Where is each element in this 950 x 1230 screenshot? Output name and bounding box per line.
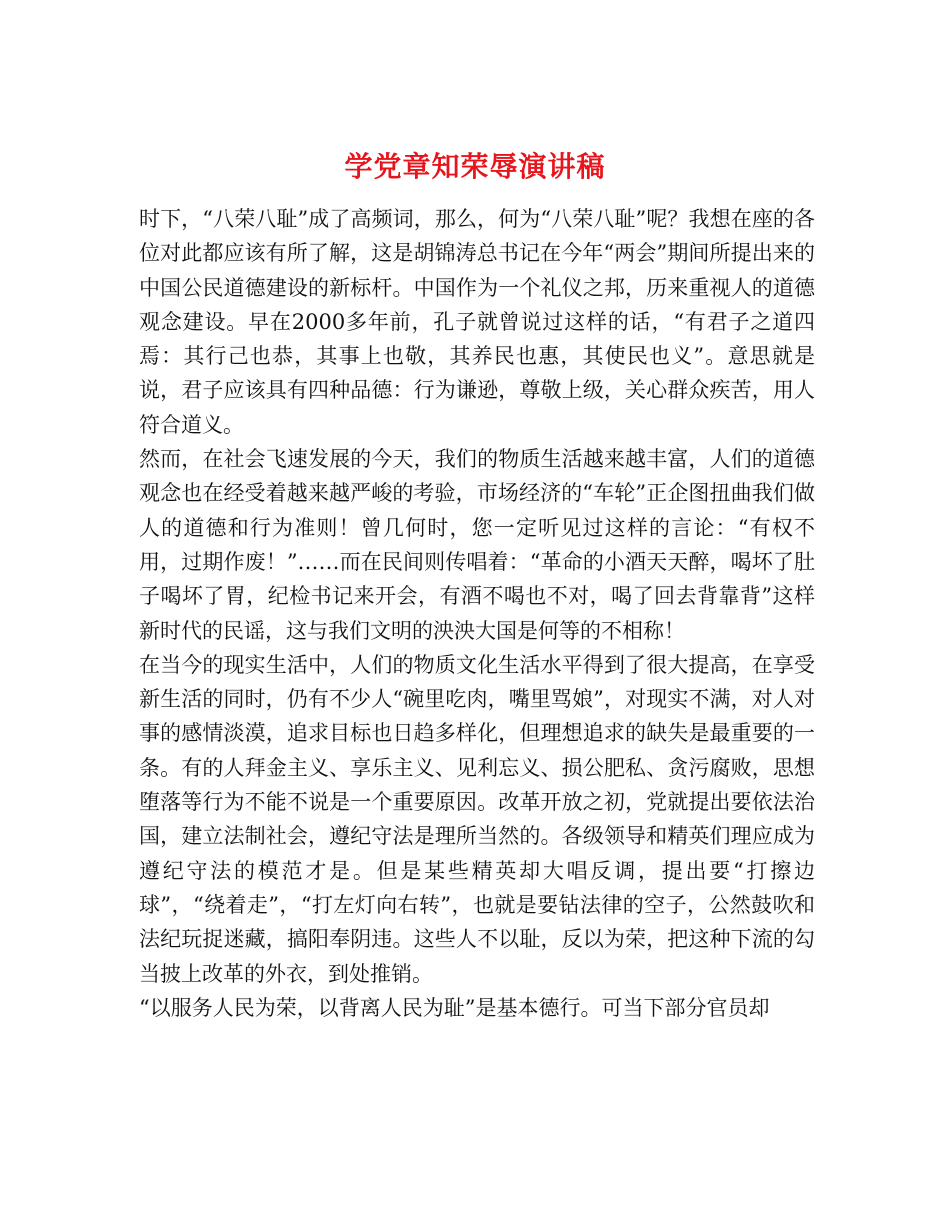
document-body: [139, 202, 815, 1025]
paragraph-2: 然而，在社会飞速发展的今天，我们的物质生活越来越丰富，人们的道德观念也在经受着越来越严峻的考验，市场经济的“车轮”正企图扭曲我们做人的道德和行为准则！曾几何时，您一定听见过这样的言论：“有权不用，过期作废！”……而在民间则传唱着：“革命的小酒天天醉，喝坏了肚子喝坏了胃，纪检书记来开会，有酒不喝也不对，喝了回去背靠背”这样新时代的民谣，这与我们文明的泱泱大国是何等的不相称！: [139, 447, 815, 643]
paragraph-4: “以服务人民为荣，以背离人民为耻”是基本德行。可当下部分官员却: [139, 995, 770, 1020]
paragraph-1: 时下，“八荣八耻”成了高频词，那么，何为“八荣八耻”呢？我想在座的各位对此都应该有所了解，这是胡锦涛总书记在今年“两会”期间所提出来的中国公民道德建设的新标杆。中国作为一个礼仪之邦，历来重视人的道德观念建设。早在2000多年前，孔子就曾说过这样的话，“有君子之道四焉：其行己也恭，其事上也敬，其养民也惠，其使民也义”。意思就是说，君子应该具有四种品德：行为谦逊，尊敬上级，关心群众疾苦，用人符合道义。: [139, 207, 815, 437]
paragraph-3: 在当今的现实生活中，人们的物质文化生活水平得到了很大提高，在享受新生活的同时，仍有不少人“碗里吃肉，嘴里骂娘”，对现实不满，对人对事的感情淡漠，追求目标也日趋多样化，但理想追求的缺失是最重要的一条。有的人拜金主义、享乐主义、见利忘义、损公肥私、贪污腐败，思想堕落等行为不能不说是一个重要原因。改革开放之初，党就提出要依法治国，建立法制社会，遵纪守法是理所当然的。各级领导和精英们理应成为遵纪守法的模范才是。但是某些精英却大唱反调，提出要“打擦边球”，“绕着走”，“打左灯向右转”，也就是要钻法律的空子，公然鼓吹和法纪玩捉迷藏，搞阳奉阴违。这些人不以耻，反以为荣，把这种下流的勾当披上改革的外衣，到处推销。: [139, 652, 815, 986]
document-title: 学党章知荣辱演讲稿: [344, 149, 606, 183]
